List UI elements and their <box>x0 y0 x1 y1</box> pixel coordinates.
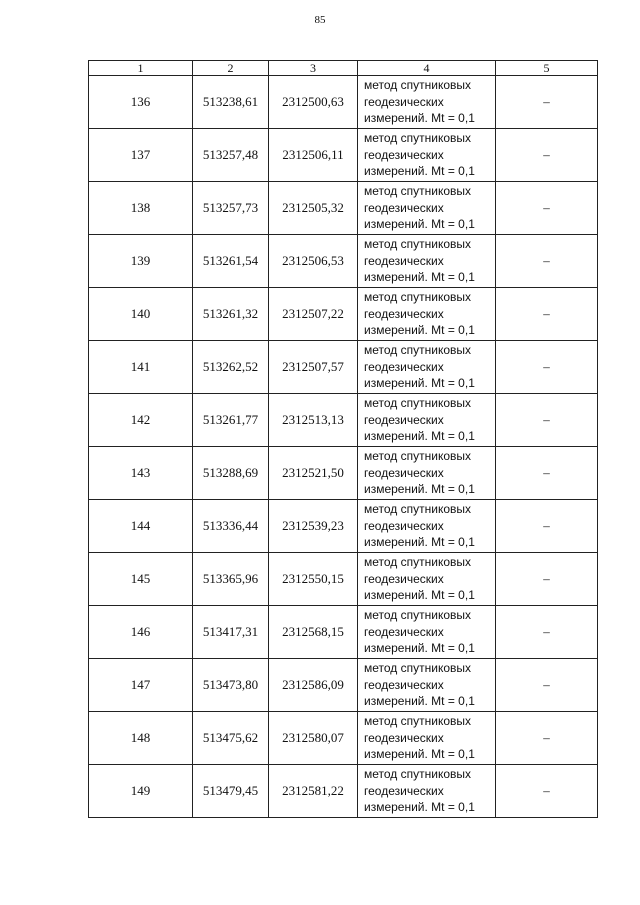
point-number-cell: 136 <box>89 76 193 129</box>
note-cell: – <box>496 553 598 606</box>
table-row <box>89 553 598 606</box>
x-coordinate-cell: 513475,62 <box>193 712 269 765</box>
x-coordinate-cell: 513365,96 <box>193 553 269 606</box>
x-coordinate-cell: 513257,48 <box>193 129 269 182</box>
x-coordinate-cell: 513261,32 <box>193 288 269 341</box>
method-cell: метод спутниковых геодезических измерений. Mt = 0,1 <box>358 606 496 659</box>
table-row <box>89 394 598 447</box>
y-coordinate-cell: 2312506,53 <box>269 235 358 288</box>
x-coordinate-cell: 513238,61 <box>193 76 269 129</box>
point-number-cell: 148 <box>89 712 193 765</box>
y-coordinate-cell: 2312568,15 <box>269 606 358 659</box>
y-coordinate-cell: 2312581,22 <box>269 765 358 818</box>
header-col-2: 2 <box>193 61 269 76</box>
x-coordinate-cell: 513288,69 <box>193 447 269 500</box>
table-row <box>89 606 598 659</box>
point-number-cell: 147 <box>89 659 193 712</box>
note-cell: – <box>496 182 598 235</box>
x-coordinate-cell: 513336,44 <box>193 500 269 553</box>
note-cell: – <box>496 712 598 765</box>
table-row <box>89 447 598 500</box>
point-number-cell: 142 <box>89 394 193 447</box>
method-cell: метод спутниковых геодезических измерений. Mt = 0,1 <box>358 182 496 235</box>
table-row <box>89 288 598 341</box>
y-coordinate-cell: 2312586,09 <box>269 659 358 712</box>
x-coordinate-cell: 513473,80 <box>193 659 269 712</box>
header-col-4: 4 <box>358 61 496 76</box>
method-cell: метод спутниковых геодезических измерений. Mt = 0,1 <box>358 394 496 447</box>
x-coordinate-cell: 513262,52 <box>193 341 269 394</box>
point-number-cell: 143 <box>89 447 193 500</box>
y-coordinate-cell: 2312505,32 <box>269 182 358 235</box>
note-cell: – <box>496 659 598 712</box>
note-cell: – <box>496 129 598 182</box>
table-body <box>89 76 598 818</box>
note-cell: – <box>496 447 598 500</box>
note-cell: – <box>496 394 598 447</box>
point-number-cell: 137 <box>89 129 193 182</box>
method-cell: метод спутниковых геодезических измерений. Mt = 0,1 <box>358 235 496 288</box>
table-row <box>89 76 598 129</box>
method-cell: метод спутниковых геодезических измерений. Mt = 0,1 <box>358 288 496 341</box>
note-cell: – <box>496 288 598 341</box>
y-coordinate-cell: 2312507,22 <box>269 288 358 341</box>
header-col-3: 3 <box>269 61 358 76</box>
point-number-cell: 140 <box>89 288 193 341</box>
point-number-cell: 146 <box>89 606 193 659</box>
note-cell: – <box>496 606 598 659</box>
table-row <box>89 129 598 182</box>
note-cell: – <box>496 76 598 129</box>
x-coordinate-cell: 513261,54 <box>193 235 269 288</box>
y-coordinate-cell: 2312500,63 <box>269 76 358 129</box>
y-coordinate-cell: 2312580,07 <box>269 712 358 765</box>
method-cell: метод спутниковых геодезических измерений. Mt = 0,1 <box>358 553 496 606</box>
page-number: 85 <box>314 14 326 26</box>
table-header-row <box>89 61 598 76</box>
note-cell: – <box>496 765 598 818</box>
method-cell: метод спутниковых геодезических измерений. Mt = 0,1 <box>358 712 496 765</box>
table-row <box>89 712 598 765</box>
point-number-cell: 138 <box>89 182 193 235</box>
y-coordinate-cell: 2312521,50 <box>269 447 358 500</box>
method-cell: метод спутниковых геодезических измерений. Mt = 0,1 <box>358 659 496 712</box>
method-cell: метод спутниковых геодезических измерений. Mt = 0,1 <box>358 765 496 818</box>
point-number-cell: 149 <box>89 765 193 818</box>
table-row <box>89 341 598 394</box>
y-coordinate-cell: 2312507,57 <box>269 341 358 394</box>
x-coordinate-cell: 513417,31 <box>193 606 269 659</box>
table-row <box>89 659 598 712</box>
method-cell: метод спутниковых геодезических измерений. Mt = 0,1 <box>358 447 496 500</box>
table-row <box>89 500 598 553</box>
y-coordinate-cell: 2312550,15 <box>269 553 358 606</box>
method-cell: метод спутниковых геодезических измерений. Mt = 0,1 <box>358 341 496 394</box>
x-coordinate-cell: 513257,73 <box>193 182 269 235</box>
point-number-cell: 139 <box>89 235 193 288</box>
x-coordinate-cell: 513479,45 <box>193 765 269 818</box>
note-cell: – <box>496 235 598 288</box>
x-coordinate-cell: 513261,77 <box>193 394 269 447</box>
table-row <box>89 235 598 288</box>
note-cell: – <box>496 500 598 553</box>
note-cell: – <box>496 341 598 394</box>
header-col-1: 1 <box>89 61 193 76</box>
y-coordinate-cell: 2312506,11 <box>269 129 358 182</box>
table-row <box>89 765 598 818</box>
method-cell: метод спутниковых геодезических измерений. Mt = 0,1 <box>358 76 496 129</box>
y-coordinate-cell: 2312539,23 <box>269 500 358 553</box>
point-number-cell: 144 <box>89 500 193 553</box>
y-coordinate-cell: 2312513,13 <box>269 394 358 447</box>
method-cell: метод спутниковых геодезических измерений. Mt = 0,1 <box>358 500 496 553</box>
coordinates-table <box>88 60 598 818</box>
point-number-cell: 145 <box>89 553 193 606</box>
table-row <box>89 182 598 235</box>
point-number-cell: 141 <box>89 341 193 394</box>
header-col-5: 5 <box>496 61 598 76</box>
method-cell: метод спутниковых геодезических измерений. Mt = 0,1 <box>358 129 496 182</box>
